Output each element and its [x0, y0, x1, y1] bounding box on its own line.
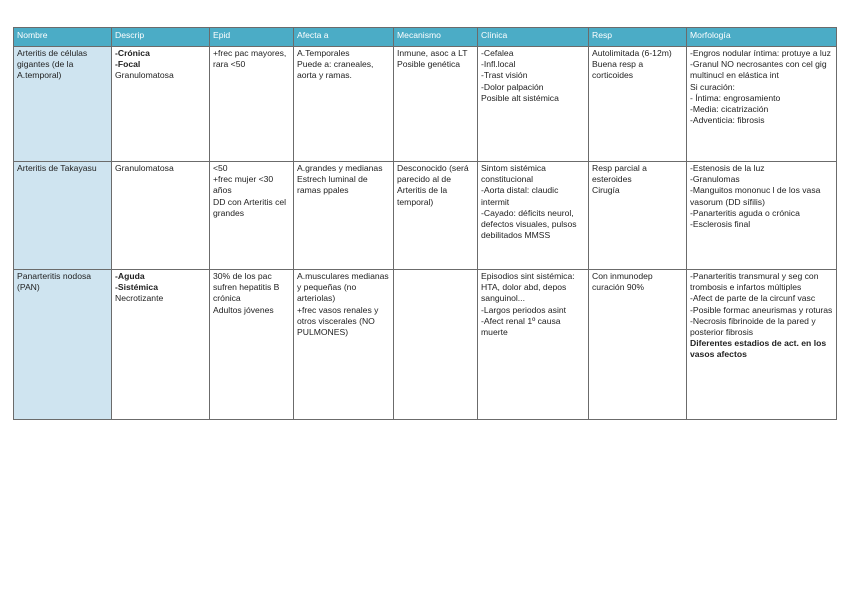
cell-text-line: -Infl.local	[481, 59, 516, 70]
cell-mecanismo	[394, 270, 478, 420]
cell-nombre	[14, 47, 112, 162]
cell-text-line: -Estenosis de la luz	[690, 163, 765, 173]
table-row	[14, 270, 837, 420]
header-morfologia: Morfología	[687, 28, 837, 47]
cell-text-line: -Engros nodular íntima: protuye a luz	[690, 48, 831, 58]
cell-text-line: Puede a: craneales, aorta y ramas.	[297, 59, 374, 81]
cell-text-line: Granulomatosa	[115, 70, 174, 81]
cell-text-line: -Sistémica	[115, 282, 158, 293]
cell-text-line: Buena resp a corticoides	[592, 59, 644, 81]
cell-text-line: -Afect de parte de la circunf vasc	[690, 293, 816, 304]
cell-text-line: A.grandes y medianas	[297, 163, 383, 173]
cell-resp	[589, 47, 687, 162]
header-clinica: Clínica	[478, 28, 589, 47]
cell-text-line: -Cefalea	[481, 48, 514, 58]
cell-afecta-a	[294, 270, 394, 420]
cell-text-line: +frec mujer <30 años	[213, 174, 274, 196]
cell-text-line: -Cayado: déficits neurol, defectos visuales, pulsos debilitados MMSS	[481, 207, 577, 241]
cell-epid	[210, 47, 294, 162]
cell-text-line: Episodios sint sistémica: HTA, dolor abd, depos sanguinol...	[481, 271, 575, 304]
header-epid: Epid	[210, 28, 294, 47]
cell-text-line: DD con Arteritis cel grandes	[213, 196, 287, 218]
header-resp: Resp	[589, 28, 687, 47]
cell-text-line: -Aguda	[115, 271, 145, 281]
cell-text-line: -Dolor palpación	[481, 81, 544, 92]
cell-descrip	[112, 270, 210, 420]
header-nombre: Nombre	[14, 28, 112, 47]
table-row	[14, 162, 837, 270]
cell-text-line: Inmune, asoc a LT	[397, 48, 468, 58]
cell-mecanismo	[394, 162, 478, 270]
cell-text-line: -Media: cicatrización	[690, 104, 769, 115]
cell-mecanismo	[394, 47, 478, 162]
cell-clinica	[478, 47, 589, 162]
cell-text-line: -Aorta distal: claudic intermit	[481, 185, 559, 207]
cell-text-line: -Adventicia: fibrosis	[690, 115, 765, 126]
cell-text-line: Arteritis de células gigantes (de la A.temporal)	[17, 48, 88, 81]
cell-text-line: -Granulomas	[690, 174, 740, 185]
cell-text-line: Resp parcial a esteroides	[592, 163, 647, 185]
cell-resp	[589, 270, 687, 420]
cell-text-line: -Focal	[115, 59, 141, 70]
cell-text-line: Con inmunodep curación 90%	[592, 271, 653, 293]
cell-resp	[589, 162, 687, 270]
cell-text-line: +frec vasos renales y otros viscerales (NO PULMONES)	[297, 304, 379, 338]
cell-text-line: Sintom sistémica constitucional	[481, 163, 546, 185]
cell-text-line: Autolimitada (6-12m)	[592, 48, 672, 58]
cell-text-line: Posible alt sistémica	[481, 92, 559, 103]
cell-text-line: -Necrosis fibrinoide de la pared y posterior fibrosis	[690, 315, 816, 338]
cell-morfologia	[687, 162, 837, 270]
cell-text-line: Desconocido (será parecido al de Arteritis de la temporal)	[397, 163, 469, 207]
vasculitis-table	[13, 27, 837, 420]
cell-text-line: Adultos jóvenes	[213, 304, 274, 315]
cell-text-line: A.Temporales	[297, 48, 350, 58]
cell-descrip	[112, 162, 210, 270]
cell-clinica	[478, 162, 589, 270]
cell-text-line: A.musculares medianas y pequeñas (no arteriolas)	[297, 271, 389, 304]
cell-text-line: Cirugía	[592, 185, 620, 196]
cell-afecta-a	[294, 47, 394, 162]
cell-text-line: -Afect renal 1º causa muerte	[481, 315, 561, 338]
cell-text-line: <50	[213, 163, 228, 173]
header-mecanismo: Mecanismo	[394, 28, 478, 47]
cell-text-line: Granulomatosa	[115, 163, 174, 173]
header-afecta-a: Afecta a	[294, 28, 394, 47]
cell-text-line: -Largos periodos asint	[481, 304, 567, 315]
header-descrip: Descrip	[112, 28, 210, 47]
table-row	[14, 47, 837, 162]
cell-clinica	[478, 270, 589, 420]
cell-epid	[210, 270, 294, 420]
cell-text-line: 30% de los pac sufren hepatitis B crónica	[213, 271, 280, 304]
cell-epid	[210, 162, 294, 270]
cell-nombre	[14, 162, 112, 270]
cell-morfologia	[687, 270, 837, 420]
cell-text-line: Necrotizante	[115, 293, 164, 304]
cell-text-line: -Posible formac aneurismas y roturas	[690, 304, 833, 315]
cell-text-line: - Íntima: engrosamiento	[690, 92, 781, 103]
cell-text-line: -Granul NO necrosantes con cel gig multinucl en elástica int	[690, 59, 827, 81]
cell-text-line: -Panarteritis aguda o crónica	[690, 207, 800, 218]
cell-text-line: -Panarteritis transmural y seg con trombosis e infartos múltiples	[690, 271, 819, 293]
cell-afecta-a	[294, 162, 394, 270]
cell-text-line: Arteritis de Takayasu	[17, 163, 97, 173]
cell-text-line: Diferentes estadios de act. en los vasos afectos	[690, 338, 827, 360]
cell-text-line: +frec pac mayores, rara <50	[213, 48, 287, 70]
cell-text-line: -Manguitos mononuc l de los vasa vasorum (DD sífilis)	[690, 185, 821, 207]
cell-text-line: Estrech luminal de ramas ppales	[297, 174, 368, 196]
cell-text-line: Panarteritis nodosa (PAN)	[17, 271, 92, 293]
cell-text-line: -Crónica	[115, 48, 150, 58]
cell-text-line: Si curación:	[690, 81, 735, 92]
cell-text-line: -Trast visión	[481, 70, 528, 81]
cell-text-line: Posible genética	[397, 59, 461, 70]
cell-text-line: -Esclerosis final	[690, 219, 751, 230]
header-row	[14, 28, 837, 47]
cell-nombre	[14, 270, 112, 420]
cell-morfologia	[687, 47, 837, 162]
cell-descrip	[112, 47, 210, 162]
table-body	[14, 47, 837, 420]
